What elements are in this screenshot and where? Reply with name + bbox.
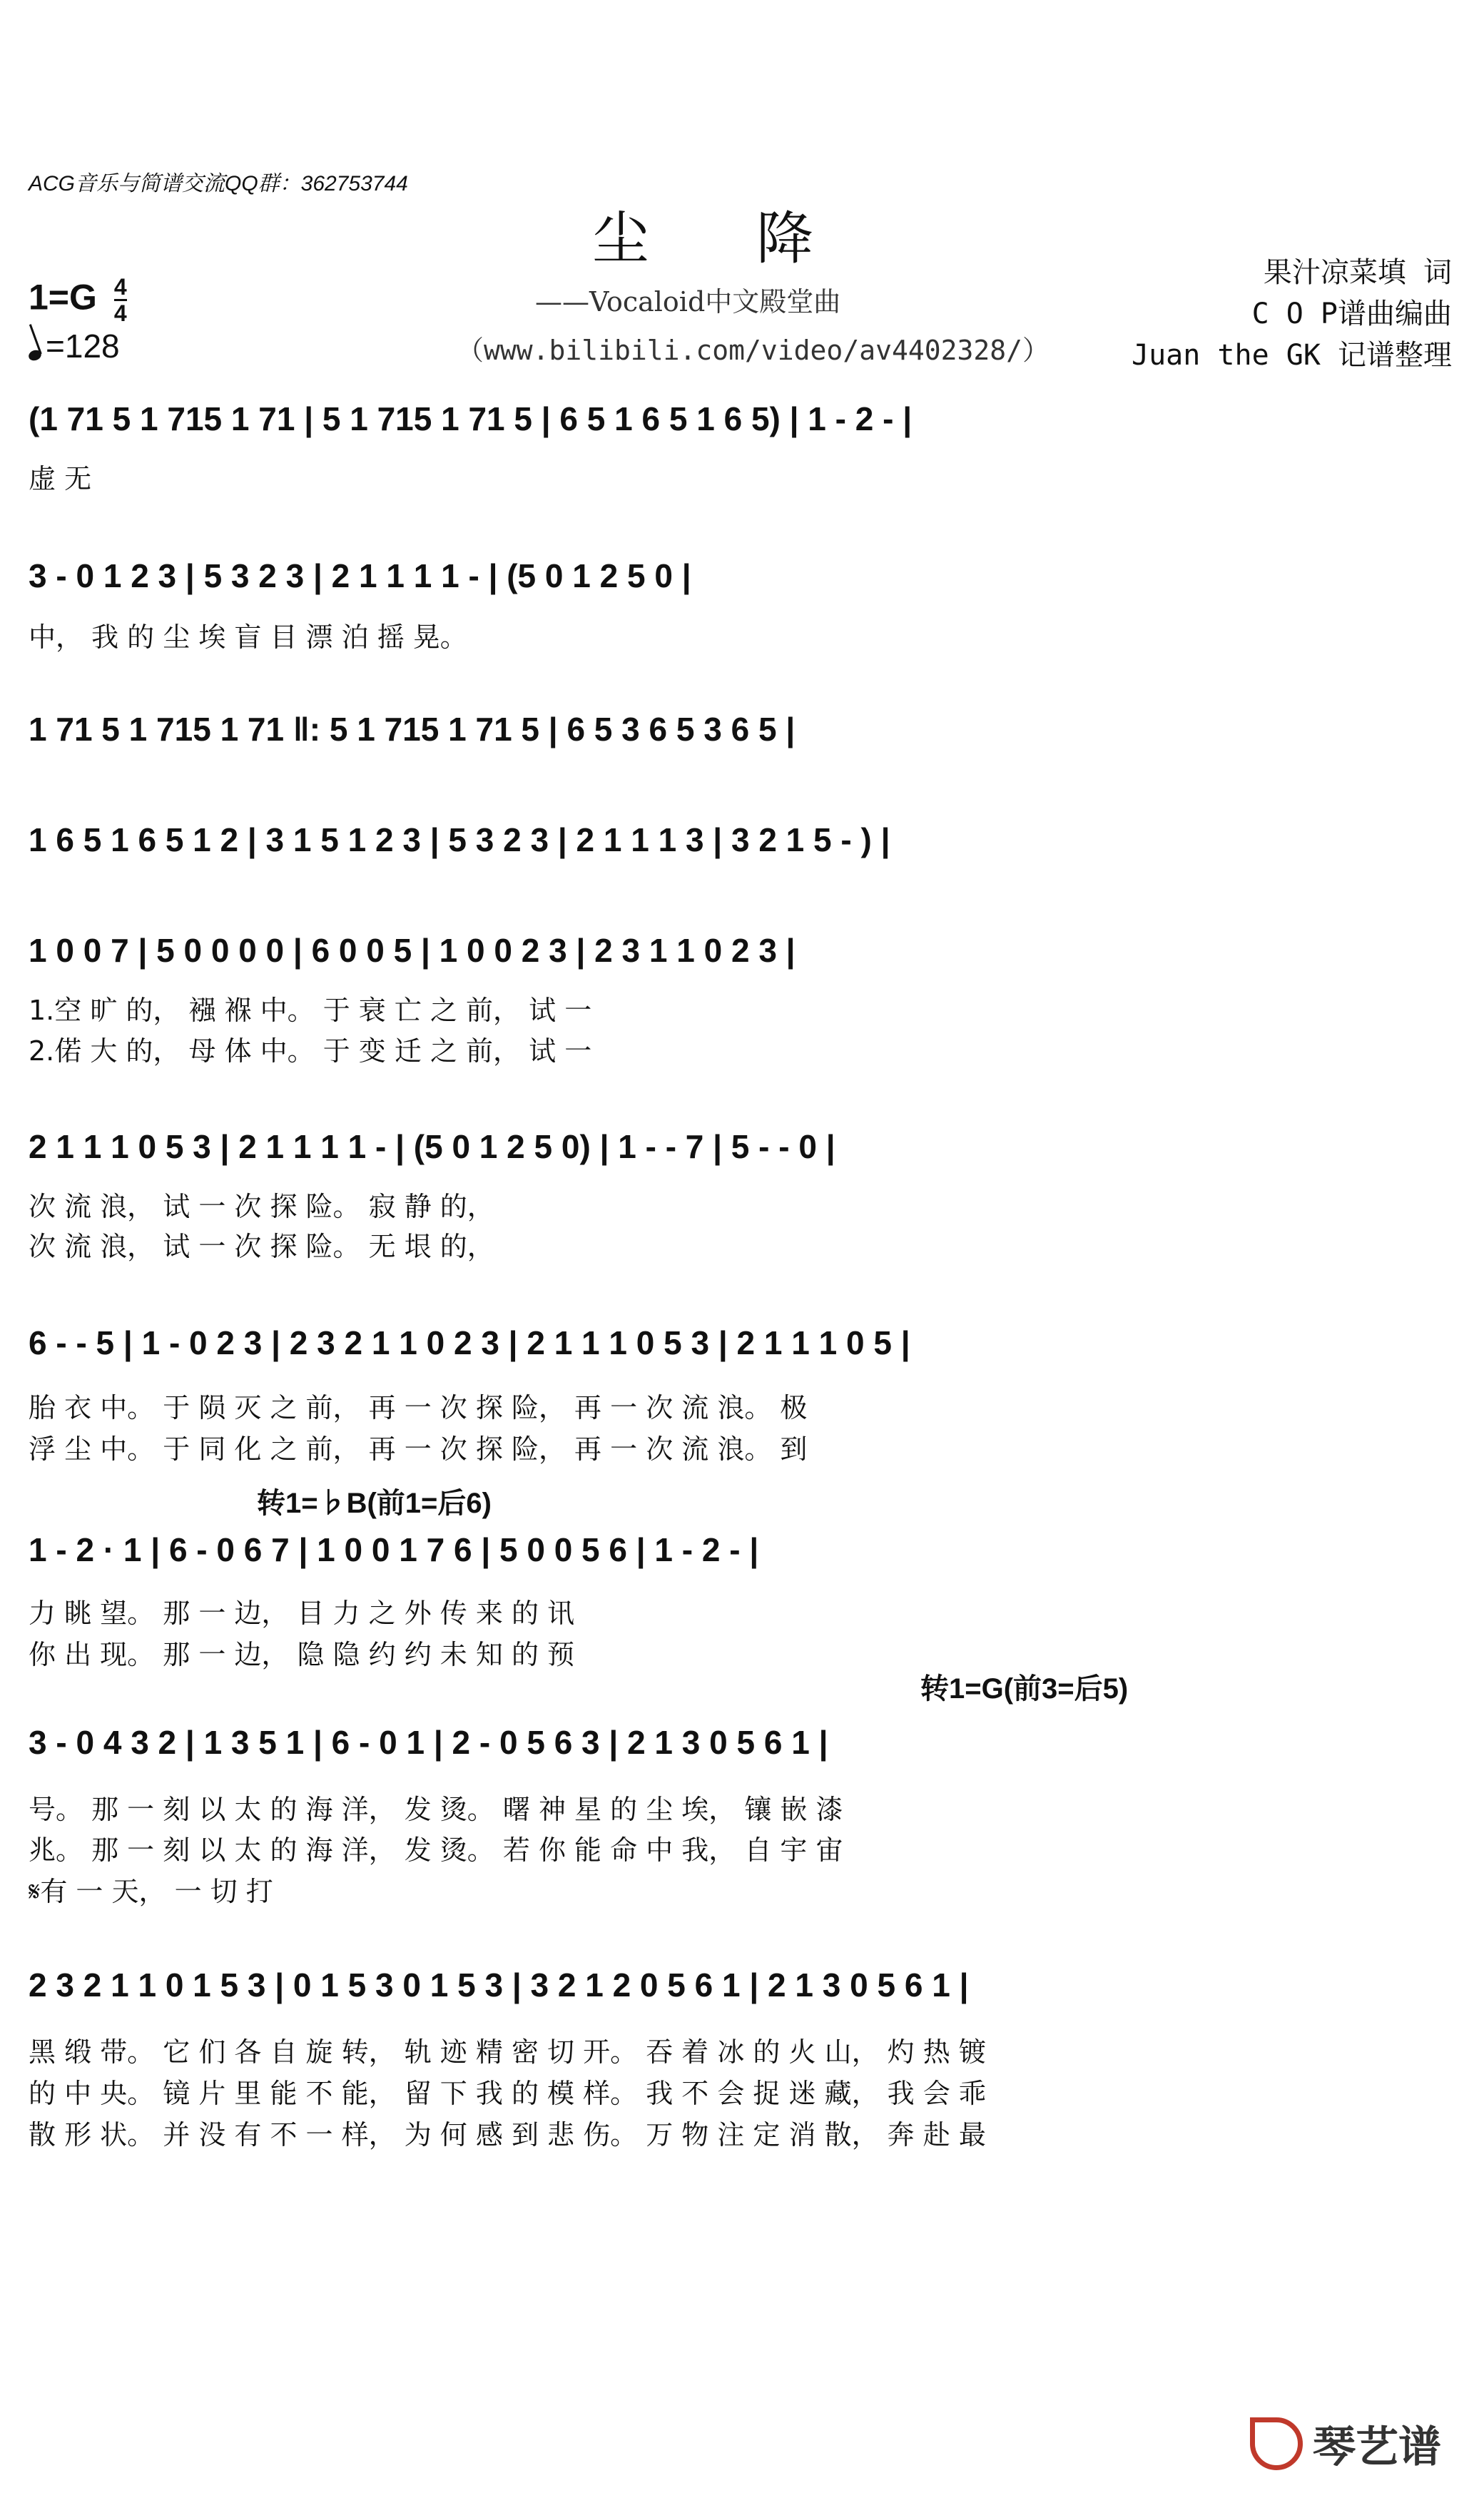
quarter-note-icon bbox=[27, 348, 43, 362]
credit-transcriber: Juan the GK 记谱整理 bbox=[1132, 339, 1452, 372]
notes-line: 2 3 2 1 1 0 1 5 3 | 0 1 5 3 0 1 5 3 | 3 2 1 2 0 5 6 1 | 2 1 3 0 5 6 1 | bbox=[29, 1966, 969, 2004]
lyric-line: 1.空 旷 的， 襁 褓 中。 于 衰 亡 之 前， 试 一 bbox=[29, 995, 592, 1026]
source-url: （www.bilibili.com/video/av4402328/） bbox=[457, 335, 1050, 366]
notes-line: 1 6 5 1 6 5 1 2 | 3 1 5 1 2 3 | 5 3 2 3 | 2 1 1 1 3 | 3 2 1 5 - ) | bbox=[29, 821, 890, 858]
time-numerator: 4 bbox=[113, 274, 127, 300]
notes-line: 1 0 0 7 | 5 0 0 0 0 | 6 0 0 5 | 1 0 0 2 3 | 2 3 1 1 0 2 3 | bbox=[29, 932, 796, 969]
lyric-line: 次 流 浪， 试 一 次 探 险。 无 垠 的， bbox=[29, 1231, 494, 1262]
song-title: 尘降 bbox=[592, 205, 920, 272]
lyric-line: 黑 缎 带。 它 们 各 自 旋 转， 轨 迹 精 密 切 开。 吞 着 冰 的 火 山， 灼 热 镀 bbox=[29, 2036, 986, 2068]
lyric-line: 的 中 央。 镜 片 里 能 不 能， 留 下 我 的 模 样。 我 不 会 捉 迷 藏， 我 会 乖 bbox=[29, 2078, 986, 2109]
lyric-line: 你 出 现。 那 一 边， 隐 隐 约 约 未 知 的 预 bbox=[29, 1639, 575, 1670]
notes-line: 1 - 2 · 1 | 6 - 0 6 7 | 1 0 0 1 7 6 | 5 0 0 5 6 | 1 - 2 - | bbox=[29, 1531, 759, 1568]
lyric-line: 号。 那 一 刻 以 太 的 海 洋， 发 烫。 曙 神 星 的 尘 埃， 镶 嵌 漆 bbox=[29, 1794, 843, 1825]
lyric-line: 浮 尘 中。 于 同 化 之 前， 再 一 次 探 险， 再 一 次 流 浪。 到 bbox=[29, 1433, 808, 1465]
modulation-mark: 转1=♭B(前1=后6) bbox=[257, 1488, 492, 1519]
notes-line: (1 71 5 1 715 1 71 | 5 1 715 1 71 5 | 6 5 1 6 5 1 6 5) | 1 - 2 - | bbox=[29, 400, 913, 437]
time-denominator: 4 bbox=[113, 300, 127, 326]
key-label: 1=G bbox=[29, 277, 97, 318]
logo-mark-icon bbox=[1250, 2417, 1303, 2470]
lyric-line: 中， 我 的 尘 埃 盲 目 漂 泊 摇 晃。 bbox=[29, 621, 467, 653]
qq-group: ACG音乐与简谱交流QQ群：362753744 bbox=[29, 172, 408, 196]
lyric-line: 次 流 浪， 试 一 次 探 险。 寂 静 的， bbox=[29, 1191, 494, 1222]
tempo-marking bbox=[29, 327, 120, 365]
notes-line: 3 - 0 4 3 2 | 1 3 5 1 | 6 - 0 1 | 2 - 0 5 6 3 | 2 1 3 0 5 6 1 | bbox=[29, 1724, 828, 1761]
lyric-line: 𝄋有 一 天， 一 切 打 bbox=[29, 1876, 273, 1907]
subtitle: ——Vocaloid中文殿堂曲 bbox=[535, 286, 841, 318]
lyric-line: 虚 无 bbox=[29, 463, 92, 494]
lyric-line: 散 形 状。 并 没 有 不 一 样， 为 何 感 到 悲 伤。 万 物 注 定 消 散， 奔 赴 最 bbox=[29, 2119, 986, 2151]
modulation-mark: 转1=G(前3=后5) bbox=[920, 1673, 1129, 1705]
time-signature bbox=[114, 275, 127, 325]
notes-line: 1 71 5 1 715 1 71 ‖: 5 1 715 1 71 5 | 6 5 3 6 5 3 6 5 | bbox=[29, 711, 796, 748]
lyric-line: 胎 衣 中。 于 陨 灭 之 前， 再 一 次 探 险， 再 一 次 流 浪。 极 bbox=[29, 1392, 808, 1423]
lyric-line: 2.偌 大 的， 母 体 中。 于 变 迁 之 前， 试 一 bbox=[29, 1035, 592, 1067]
lyric-line: 力 眺 望。 那 一 边， 目 力 之 外 传 来 的 讯 bbox=[29, 1598, 575, 1629]
logo-text: 琴艺谱 bbox=[1313, 2422, 1441, 2472]
notes-line: 3 - 0 1 2 3 | 5 3 2 3 | 2 1 1 1 1 - | (5 0 1 2 5 0 | bbox=[29, 557, 691, 594]
lyric-line: 兆。 那 一 刻 以 太 的 海 洋， 发 烫。 若 你 能 命 中 我， 自 宇 宙 bbox=[29, 1834, 843, 1866]
notes-line: 6 - - 5 | 1 - 0 2 3 | 2 3 2 1 1 0 2 3 | 2 1 1 1 0 5 3 | 2 1 1 1 0 5 | bbox=[29, 1324, 910, 1361]
credit-lyricist: 果汁凉菜填 词 bbox=[1263, 256, 1452, 289]
credit-composer: C O P谱曲编曲 bbox=[1251, 298, 1452, 330]
tempo-value: =128 bbox=[46, 328, 120, 365]
site-logo bbox=[1250, 2413, 1441, 2474]
notes-line: 2 1 1 1 0 5 3 | 2 1 1 1 1 - | (5 0 1 2 5 0) | 1 - - 7 | 5 - - 0 | bbox=[29, 1128, 835, 1165]
key-signature bbox=[29, 275, 127, 325]
